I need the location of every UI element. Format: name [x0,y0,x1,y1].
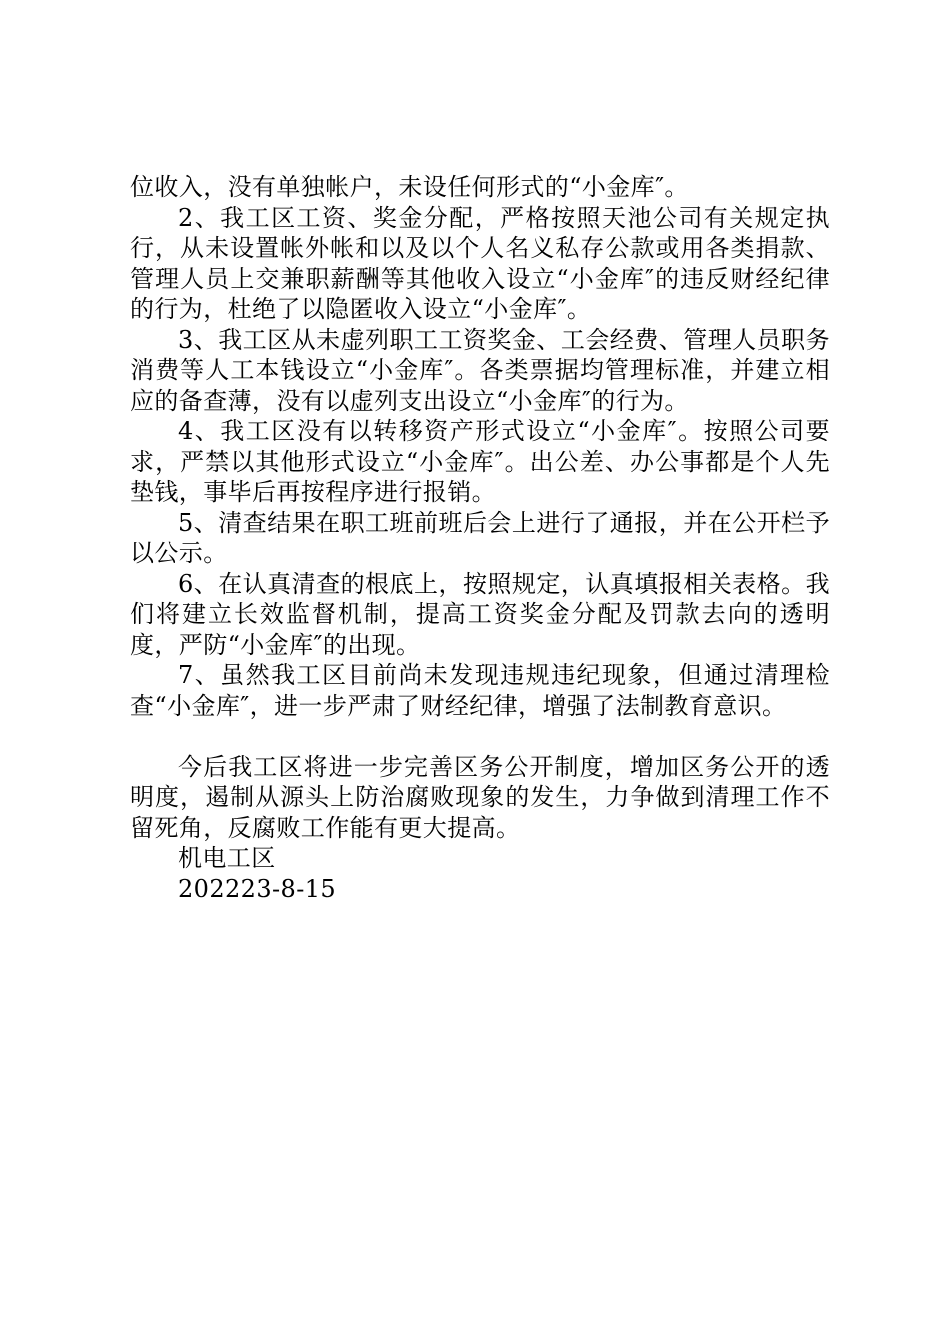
signature-department: 机电工区 [178,844,276,872]
document-body [130,172,830,904]
paragraph-item-2: 2、我工区工资、奖金分配，严格按照天池公司有关规定执行，从未设置帐外帐和以及以个人名义私存公款或用各类捐款、管理人员上交兼职薪酬等其他收入设立“小金库″的违反财经纪律的行为，杜绝了以隐匿收入设立“小金库″。 [130,203,830,323]
paragraph-item-6: 6、在认真清查的根底上，按照规定，认真填报相关表格。我们将建立长效监督机制，提高工资奖金分配及罚款去向的透明度，严防“小金库″的出现。 [130,569,830,659]
paragraph-conclusion: 今后我工区将进一步完善区务公开制度，增加区务公开的透明度，遏制从源头上防治腐败现象的发生，力争做到清理工作不留死角，反腐败工作能有更大提高。 [130,752,830,842]
signature-date: 202223-8-15 [178,874,337,903]
paragraph-item-7: 7、虽然我工区目前尚未发现违规违纪现象，但通过清理检查“小金库″，进一步严肃了财经纪律，增强了法制教育意识。 [130,661,830,720]
paragraph-spacer [130,721,830,752]
paragraph-continuation: 位收入，没有单独帐户，未设任何形式的“小金库″。 [130,173,689,201]
paragraph-item-4: 4、我工区没有以转移资产形式设立“小金库″。按照公司要求，严禁以其他形式设立“小金库″。出公差、办公事都是个人先垫钱，事毕后再按程序进行报销。 [130,417,830,506]
paragraph-item-5: 5、清查结果在职工班前班后会上进行了通报，并在公开栏予以公示。 [130,508,830,567]
paragraph-item-3: 3、我工区从未虚列职工工资奖金、工会经费、管理人员职务消费等人工本钱设立“小金库″。各类票据均管理标准，并建立相应的备查薄，没有以虚列支出设立“小金库″的行为。 [130,325,830,415]
